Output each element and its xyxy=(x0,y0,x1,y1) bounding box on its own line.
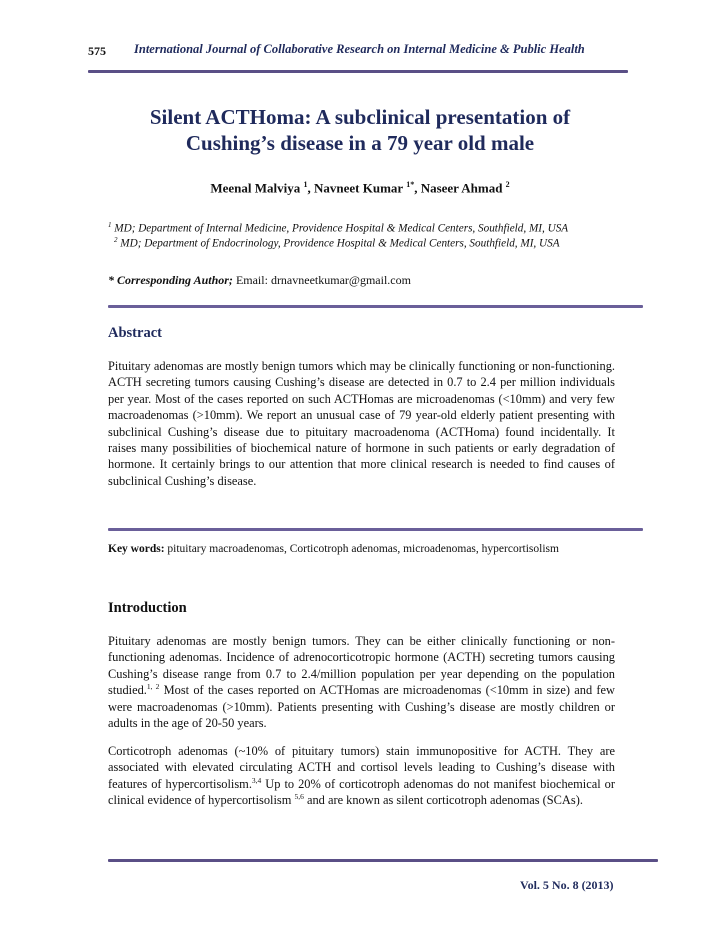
keywords-label: Key words: xyxy=(108,543,165,555)
author-list xyxy=(100,180,620,196)
author-2-sup: 1* xyxy=(406,180,415,189)
author-1: Meenal Malviya xyxy=(210,180,304,196)
intro-p2-text-b: Up to 20% of corticotroph adenomas do not manifest biochemical or clinical evidence of hypercortisolism xyxy=(108,776,616,808)
keywords-text: pituitary macroadenomas, Corticotroph adenomas, microadenomas, hypercortisolism xyxy=(164,543,559,555)
intro-p1-text-a: Pituitary adenomas are mostly benign tumors. They can be either clinically functioning or non-functioning adenomas. Incidence of adrenocorticotropic hormone (ACTH) secreting tumors causing Cushing’s disease range from 0.7 to 2.4/million population per year depending on the population studied. xyxy=(108,634,615,698)
affiliation-2 xyxy=(114,236,634,250)
affiliation-1 xyxy=(108,221,628,235)
affiliation-2-text: MD; Department of Endocrinology, Providence Hospital & Medical Centers, Southfield, MI, USA xyxy=(117,237,560,250)
corresponding-label: * Corresponding Author; xyxy=(108,273,233,287)
author-1-sup: 1 xyxy=(303,180,308,189)
intro-paragraph-1 xyxy=(108,633,615,731)
introduction-heading: Introduction xyxy=(108,600,187,616)
author-separator: , xyxy=(307,180,314,196)
intro-p2-text-c: and are known as silent corticotroph adenomas (SCAs). xyxy=(303,793,583,808)
author-separator: , xyxy=(414,180,421,196)
citation-sup: 1, 2 xyxy=(146,682,160,692)
title-line-1: Silent ACTHoma: A subclinical presentation of xyxy=(149,105,571,129)
affiliation-2-sup: 2 xyxy=(114,236,118,244)
title-line-2: Cushing’s disease in a 79 year old male xyxy=(185,131,535,155)
email-label: Email: xyxy=(232,273,271,287)
paper-title xyxy=(100,104,620,156)
intro-paragraph-2 xyxy=(108,743,615,809)
header-divider xyxy=(88,70,628,73)
keywords xyxy=(108,543,559,555)
author-2: Navneet Kumar xyxy=(313,180,407,196)
intro-p1-text-b: Most of the cases reported on ACTHomas are microadenomas (<10mm in size) and few were macroadenomas (>10mm). Patients presenting with Cushing’s disease are mostly children or adults in the age of 20-50 years. xyxy=(108,683,615,731)
journal-name: International Journal of Collaborative Research on Internal Medicine & Public Health xyxy=(134,42,585,56)
intro-p2-text-a: Corticotroph adenomas (~10% of pituitary tumors) stain immunopositive for ACTH. They are associated with elevated circulating ACTH and cortisol levels leading to Cushing’s disease with features of hypercortisolism. xyxy=(108,744,615,791)
abstract-top-divider xyxy=(108,305,643,308)
abstract-text: Pituitary adenomas are mostly benign tumors which may be clinically functioning or non-functioning. ACTH secreting tumors causing Cushing’s disease are detected in 0.7 to 2.4 per million individuals per year. Most of the cases reported on such ACTHomas are microadenomas (<10mm) and very few macroadenomas (>10mm). We report an unusual case of 79 year-old elderly patient presenting with subclinical Cushing’s disease due to pituitary macroadenoma (ACTHoma) found incidentally. It raises many possibilities of biochemical nature of hormone in such patients or early degradation of hormone. It certainly brings to our attention that more clinical research is needed to find causes of subclinical Cushing’s disease. xyxy=(108,359,615,488)
affiliation-1-sup: 1 xyxy=(108,221,112,229)
affiliation-1-text: MD; Department of Internal Medicine, Providence Hospital & Medical Centers, Southfield, MI, USA xyxy=(111,222,569,235)
abstract-heading: Abstract xyxy=(108,325,162,341)
email-address: drnavneetkumar@gmail.com xyxy=(270,273,411,287)
citation-sup: 5,6 xyxy=(294,792,304,802)
citation-sup: 3,4 xyxy=(251,775,262,785)
author-3: Naseer Ahmad xyxy=(420,180,506,196)
abstract-bottom-divider xyxy=(108,528,643,531)
author-3-sup: 2 xyxy=(505,180,510,189)
page-number: 575 xyxy=(88,44,106,58)
footer-divider xyxy=(108,859,658,862)
volume-info: Vol. 5 No. 8 (2013) xyxy=(520,878,614,892)
corresponding-author xyxy=(108,273,411,288)
